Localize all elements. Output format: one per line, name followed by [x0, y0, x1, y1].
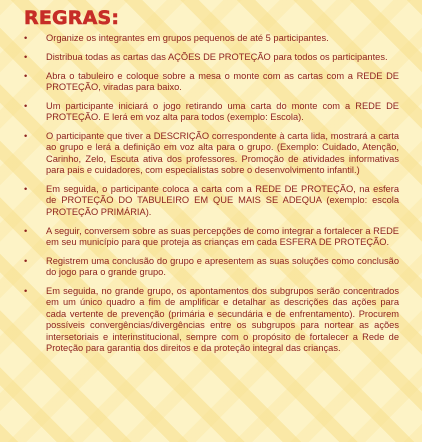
rule-text: Organize os integrantes em grupos pequenos de até 5 participantes.: [46, 33, 329, 43]
bullet-icon: •: [24, 184, 28, 195]
bullet-icon: •: [24, 286, 28, 297]
bullet-icon: •: [24, 51, 28, 62]
rule-item-3: [22, 71, 399, 94]
rule-text: Um participante iniciará o jogo retirando uma carta do monte com a REDE DE PROTEÇÃO. E lerá em voz alta para todos (exemplo: Escola).: [46, 100, 399, 123]
rule-item-5: [22, 131, 399, 177]
rule-text: Em seguida, no grande grupo, os apontamentos dos subgrupos serão concentrados em um único quadro a fim de amplificar e detalhar as descrições das ações para cada vertente de prevenção (primária e secundária e de enfrentamento). Procurem possíveis convergências/divergências entre os subgrupos para nortear as ações intersetoriais e interinstitucional, sempre com o propósito de fortalecer a Rede de Proteção para garantia dos direitos e da proteção integral das crianças.: [46, 286, 399, 354]
bullet-icon: •: [24, 255, 28, 266]
page-title: REGRAS:: [24, 7, 120, 29]
rule-text: Distribua todas as cartas das AÇÕES DE PROTEÇÃO para todos os participantes.: [46, 51, 388, 62]
rule-text: Abra o tabuleiro e coloque sobre a mesa o monte com as cartas com a REDE DE PROTEÇÃO, viradas para baixo.: [46, 70, 399, 92]
rule-text: Registrem uma conclusão do grupo e apresentem as suas soluções como conclusão do jogo para o grande grupo.: [46, 255, 399, 278]
rule-item-7: [22, 226, 399, 249]
rule-item-2: [22, 52, 399, 63]
rule-item-9: [22, 286, 399, 354]
rule-item-8: [22, 256, 399, 279]
rule-text: O participante que tiver a DESCRIÇÃO correspondente à carta lida, mostrará a carta ao grupo e lerá a definição em voz alta para o grupo. (Exemplo: Cuidado, Atenção, Carinho, Zelo, Escuta ativa dos professores. Promoção de atividades informativas para pais e cuidadores, com especialistas sobre o desenvolvimento infantil.): [46, 131, 399, 176]
rule-text: Em seguida, o participante coloca a carta com a REDE DE PROTEÇÃO, na esfera de PROTEÇÃO DO TABULEIRO EM QUE MAIS SE ADEQUA (exemplo: escola PROTEÇÃO PRIMÁRIA).: [46, 184, 399, 217]
bullet-icon: •: [24, 131, 28, 141]
bullet-icon: •: [24, 100, 28, 111]
bullet-icon: •: [24, 33, 28, 43]
rule-item-4: [22, 101, 399, 124]
rule-item-6: [22, 184, 399, 218]
bullet-icon: •: [24, 225, 28, 236]
bullet-icon: •: [24, 70, 28, 81]
rules-list: [22, 33, 399, 362]
rule-item-1: [22, 33, 399, 44]
rule-text: A seguir, conversem sobre as suas percepções de como integrar a fortalecer a REDE em seu município para que proteja as crianças em cada ESFERA DE PROTEÇÃO.: [46, 225, 399, 248]
